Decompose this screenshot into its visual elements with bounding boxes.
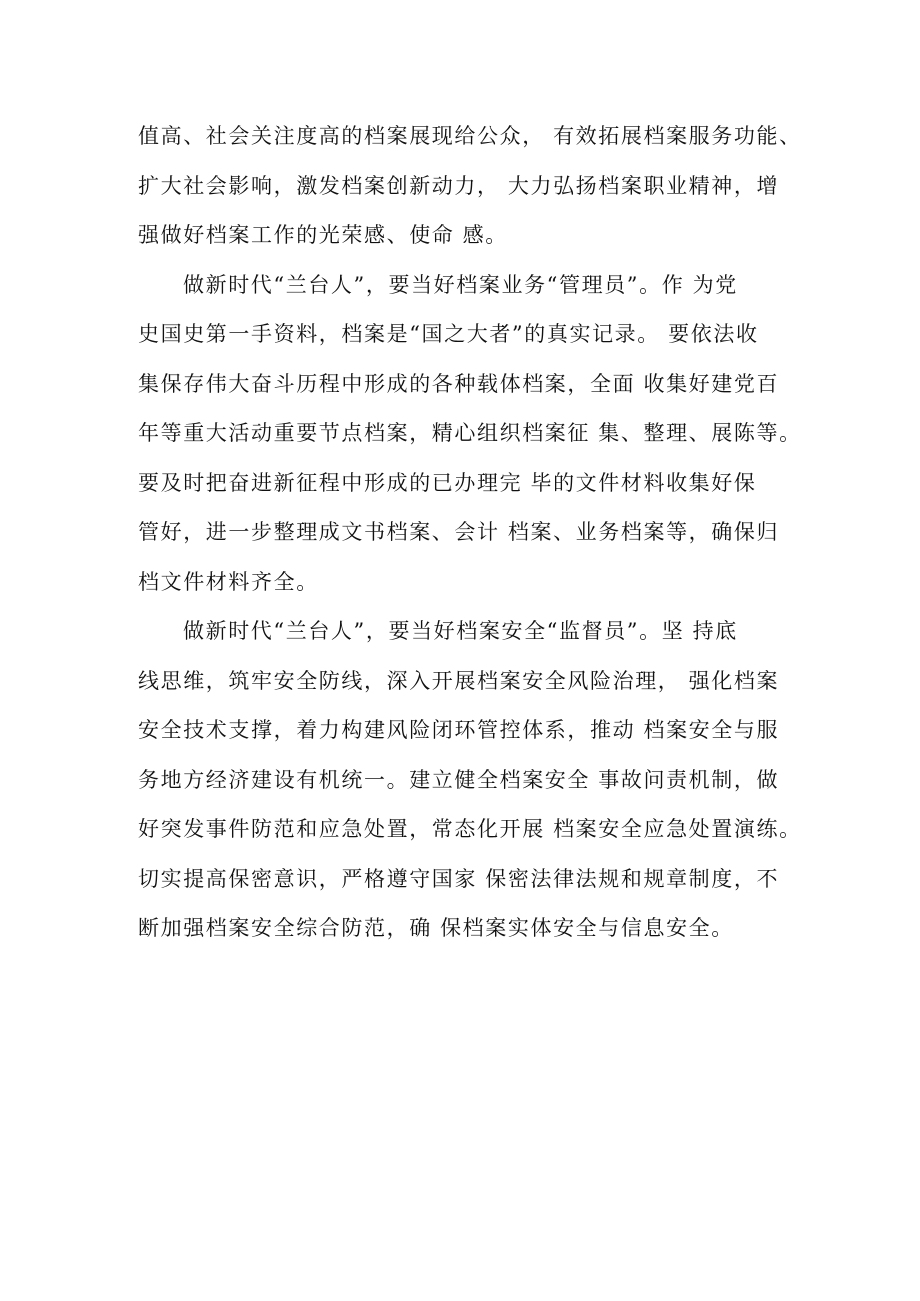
paragraph-line: 年等重大活动重要节点档案，精心组织档案征 集、整理、展陈等。 xyxy=(138,421,802,445)
paragraph-line: 断加强档案安全综合防范，确 保档案实体安全与信息安全。 xyxy=(138,916,734,940)
document-body xyxy=(138,112,838,954)
paragraph-line: 强做好档案工作的光荣感、使命 感。 xyxy=(138,223,508,247)
paragraph-1 xyxy=(138,112,838,261)
paragraph-first-line: 做新时代“兰台人”，要当好档案业务“管理员”。作 为党 xyxy=(183,272,738,297)
paragraph-line: 史国史第一手资料，档案是“国之大者”的真实记录。 要依法收 xyxy=(138,322,759,346)
paragraph-2 xyxy=(138,261,838,608)
paragraph-line: 好突发事件防范和应急处置，常态化开展 档案安全应急处置演练。 xyxy=(138,817,802,841)
paragraph-line: 务地方经济建设有机统一。建立健全档案安全 事故问责机制，做 xyxy=(138,767,780,792)
paragraph-line: 扩大社会影响，激发档案创新动力， 大力弘扬档案职业精神，增 xyxy=(138,173,780,198)
paragraph-3 xyxy=(138,607,838,954)
paragraph-line: 集保存伟大奋斗历程中形成的各种载体档案，全面 收集好建党百 xyxy=(138,371,780,396)
paragraph-line: 档文件材料齐全。 xyxy=(138,569,319,594)
paragraph-first-line: 做新时代“兰台人”，要当好档案安全“监督员”。坚 持底 xyxy=(183,619,738,643)
paragraph-line: 要及时把奋进新征程中形成的已办理完 毕的文件材料收集好保 xyxy=(138,470,757,495)
paragraph-line: 安全技术支撑，着力构建风险闭环管控体系，推动 档案安全与服 xyxy=(138,718,780,742)
paragraph-line: 切实提高保密意识，严格遵守国家 保密法律法规和规章制度，不 xyxy=(138,866,780,891)
paragraph-line: 线思维，筑牢安全防线，深入开展档案安全风险治理， 强化档案 xyxy=(138,668,780,693)
paragraph-line: 值高、社会关注度高的档案展现给公众， 有效拓展档案服务功能、 xyxy=(138,124,802,148)
paragraph-line: 管好，进一步整理成文书档案、会计 档案、业务档案等，确保归 xyxy=(138,520,780,544)
